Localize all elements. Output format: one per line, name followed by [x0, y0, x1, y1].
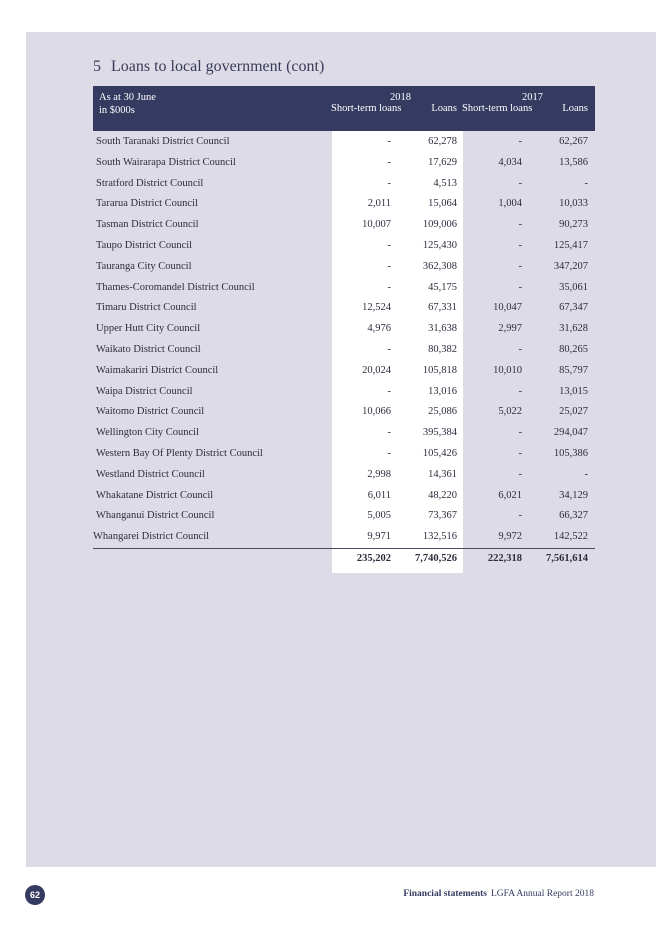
- council-name: Waitomo District Council: [96, 406, 205, 418]
- short-term-2018: -: [387, 447, 391, 459]
- loans-2017: 62,267: [559, 136, 588, 147]
- loans-2017: 80,265: [559, 343, 588, 355]
- header-short-term-2018: Short-term loans: [331, 103, 402, 114]
- loans-2018: 109,006: [422, 219, 457, 231]
- council-name: Tasman District Council: [96, 219, 199, 231]
- loans-2018: 14,361: [428, 468, 457, 480]
- loans-2017: 25,027: [559, 406, 588, 418]
- loans-2018: 105,426: [422, 447, 457, 459]
- short-term-2018: -: [387, 385, 391, 397]
- loans-2018: 4,513: [433, 177, 457, 189]
- short-term-2018: -: [387, 177, 391, 189]
- council-name: Waimakariri District Council: [96, 364, 219, 376]
- header-short-term-2017: Short-term loans: [462, 103, 533, 114]
- council-name: Whanganui District Council: [96, 510, 215, 522]
- loans-2018: 17,629: [428, 156, 457, 168]
- header-loans-2017: Loans: [562, 103, 588, 114]
- table-row: [93, 486, 595, 507]
- short-term-2017: 6,021: [498, 489, 522, 501]
- short-term-2017: -: [518, 343, 522, 355]
- table-row: [93, 298, 595, 319]
- loans-2018: 67,331: [428, 302, 457, 314]
- loans-2018: 15,064: [428, 198, 457, 210]
- council-name: Waikato District Council: [96, 343, 201, 355]
- council-name: Thames-Coromandel District Council: [96, 281, 255, 293]
- short-term-2017: -: [518, 447, 522, 459]
- footer-section: Financial statements: [403, 889, 487, 899]
- short-term-2017: 10,047: [493, 302, 522, 314]
- table-row: [93, 132, 595, 153]
- loans-2017: 347,207: [553, 260, 588, 272]
- short-term-2018: 10,066: [362, 406, 391, 418]
- total-short-term-2018: 235,202: [356, 553, 391, 564]
- short-term-2017: -: [518, 260, 522, 272]
- council-name: South Wairarapa District Council: [96, 156, 236, 168]
- loans-2018: 25,086: [428, 406, 457, 418]
- loans-2017: -: [584, 468, 588, 480]
- header-loans-2018: Loans: [431, 103, 457, 114]
- short-term-2018: 2,011: [367, 198, 391, 210]
- loans-2017: 90,273: [559, 219, 588, 231]
- loans-2017: 294,047: [553, 427, 588, 439]
- loans-2018: 105,818: [422, 364, 457, 376]
- short-term-2018: 20,024: [362, 364, 391, 376]
- loans-2017: 105,386: [553, 447, 588, 459]
- table-row: [93, 278, 595, 299]
- council-name: Stratford District Council: [96, 177, 204, 189]
- loans-2017: 142,522: [553, 531, 588, 543]
- loans-2018: 45,175: [428, 281, 457, 293]
- table-row: [93, 319, 595, 340]
- short-term-2017: -: [518, 510, 522, 522]
- table-header: [93, 86, 595, 131]
- council-name: Timaru District Council: [96, 302, 197, 314]
- short-term-2017: -: [518, 239, 522, 251]
- short-term-2018: 5,005: [367, 510, 391, 522]
- short-term-2017: 10,010: [493, 364, 522, 376]
- short-term-2017: 1,004: [498, 198, 522, 210]
- page-number-badge: 62: [25, 885, 45, 905]
- short-term-2018: -: [387, 260, 391, 272]
- short-term-2018: -: [387, 136, 391, 147]
- loans-2018: 362,308: [422, 260, 457, 272]
- table-row: [93, 423, 595, 444]
- council-name: Whangarei District Council: [93, 531, 210, 543]
- short-term-2018: -: [387, 281, 391, 293]
- short-term-2018: 6,011: [367, 489, 391, 501]
- short-term-2018: 10,007: [362, 219, 391, 231]
- council-name: Whakatane District Council: [96, 489, 214, 501]
- short-term-2018: -: [387, 156, 391, 168]
- table-body: [93, 132, 595, 548]
- short-term-2018: -: [387, 343, 391, 355]
- total-loans-2018: 7,740,526: [415, 553, 457, 564]
- short-term-2018: -: [387, 239, 391, 251]
- loans-2018: 80,382: [428, 343, 457, 355]
- loans-2018: 13,016: [428, 385, 457, 397]
- loans-2018: 132,516: [422, 531, 457, 543]
- loans-2017: 35,061: [559, 281, 588, 293]
- short-term-2018: 2,998: [367, 468, 391, 480]
- section-title: [93, 58, 324, 76]
- header-year-2018: 2018: [390, 92, 411, 103]
- table-row: [93, 257, 595, 278]
- total-loans-2017: 7,561,614: [546, 553, 588, 564]
- short-term-2017: 9,972: [498, 531, 522, 543]
- council-name: Waipa District Council: [96, 385, 193, 397]
- short-term-2017: 5,022: [498, 406, 522, 418]
- council-name: Western Bay Of Plenty District Council: [96, 447, 263, 459]
- table-row: [93, 153, 595, 174]
- council-name: Westland District Council: [96, 468, 205, 480]
- header-as-at: As at 30 June: [99, 92, 156, 103]
- loans-2018: 62,278: [428, 136, 457, 147]
- table-row: [93, 527, 595, 548]
- loans-2017: 85,797: [559, 364, 588, 376]
- loans-2018: 31,638: [428, 323, 457, 335]
- table-row: [93, 444, 595, 465]
- council-name: Wellington City Council: [96, 427, 199, 439]
- section-title-text: Loans to local government (cont): [111, 58, 325, 75]
- loans-2017: 31,628: [559, 323, 588, 335]
- table-row: [93, 236, 595, 257]
- short-term-2017: -: [518, 136, 522, 147]
- loans-2017: 10,033: [559, 198, 588, 210]
- short-term-2018: 4,976: [367, 323, 391, 335]
- loans-2017: 34,129: [559, 489, 588, 501]
- loans-2018: 395,384: [422, 427, 457, 439]
- short-term-2017: -: [518, 219, 522, 231]
- table-row: [93, 465, 595, 486]
- short-term-2018: 12,524: [362, 302, 391, 314]
- short-term-2017: -: [518, 427, 522, 439]
- table-row: [93, 382, 595, 403]
- council-name: South Taranaki District Council: [96, 136, 230, 147]
- loans-2017: 13,015: [559, 385, 588, 397]
- table-row: [93, 340, 595, 361]
- table-row: [93, 402, 595, 423]
- short-term-2017: 2,997: [498, 323, 522, 335]
- page-footer: [403, 889, 594, 899]
- short-term-2017: -: [518, 385, 522, 397]
- council-name: Upper Hutt City Council: [96, 323, 201, 335]
- short-term-2018: -: [387, 427, 391, 439]
- loans-2017: 13,586: [559, 156, 588, 168]
- loans-2018: 125,430: [422, 239, 457, 251]
- table-row: [93, 506, 595, 527]
- header-unit: in $000s: [99, 105, 135, 116]
- table-row: [93, 174, 595, 195]
- loans-2018: 73,367: [428, 510, 457, 522]
- header-year-2017: 2017: [522, 92, 543, 103]
- short-term-2018: 9,971: [367, 531, 391, 543]
- table-row: [93, 361, 595, 382]
- loans-2017: -: [584, 177, 588, 189]
- footer-report: LGFA Annual Report 2018: [490, 889, 594, 899]
- short-term-2017: 4,034: [498, 156, 522, 168]
- short-term-2017: -: [518, 177, 522, 189]
- loans-2018: 48,220: [428, 489, 457, 501]
- total-short-term-2017: 222,318: [487, 553, 522, 564]
- short-term-2017: -: [518, 281, 522, 293]
- table-row: [93, 194, 595, 215]
- total-rule: [93, 548, 595, 549]
- loans-2017: 66,327: [559, 510, 588, 522]
- table-row: [93, 215, 595, 236]
- council-name: Taupo District Council: [96, 239, 193, 251]
- totals-row: [93, 550, 595, 568]
- loans-2017: 67,347: [559, 302, 588, 314]
- short-term-2017: -: [518, 468, 522, 480]
- council-name: Tararua District Council: [96, 198, 198, 210]
- loans-2017: 125,417: [553, 239, 588, 251]
- council-name: Tauranga City Council: [96, 260, 192, 272]
- section-number: 5: [93, 58, 101, 75]
